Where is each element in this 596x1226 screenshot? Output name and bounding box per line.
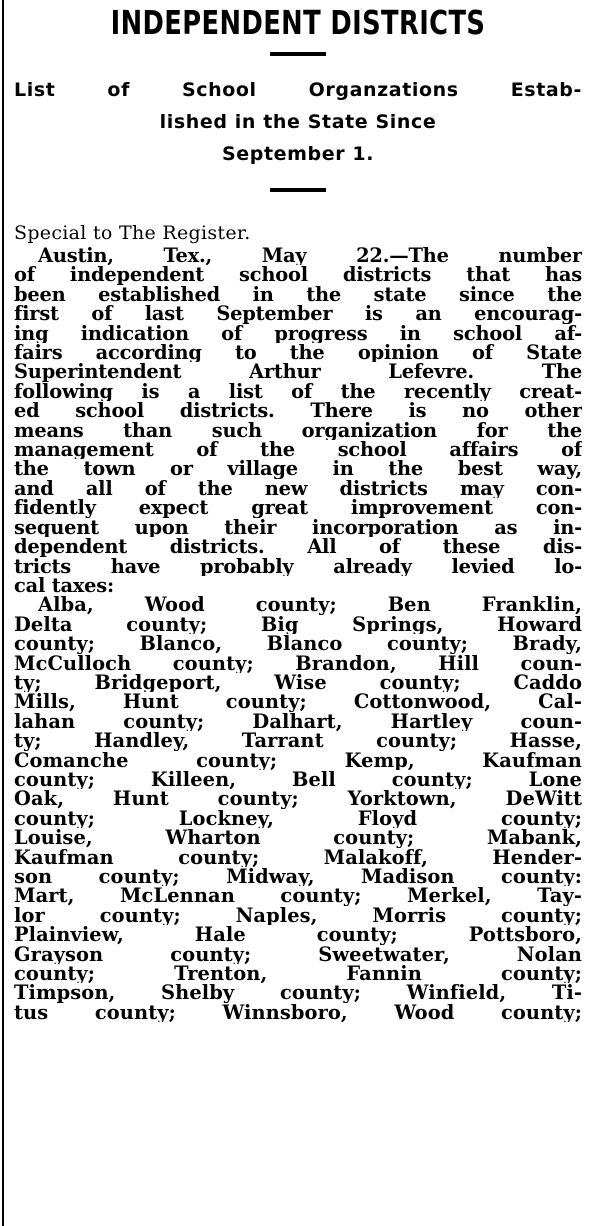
text-line: fairs according to the opinion of State — [14, 343, 582, 363]
byline: Special to The Register. — [14, 222, 251, 244]
subheadline-line: lished in the State Since — [159, 111, 437, 133]
headline: INDEPENDENT DISTRICTS — [110, 3, 486, 42]
text-line: ty; Handley, Tarrant county; Hasse, — [14, 731, 582, 751]
text-line: Mart, McLennan county; Merkel, Tay- — [14, 886, 582, 906]
district-list-paragraph — [14, 595, 582, 1022]
text-line: son county; Midway, Madison county: — [14, 867, 582, 887]
text-line: Comanche county; Kemp, Kaufman — [14, 750, 582, 770]
text-line: sequent upon their incorporation as in- — [14, 517, 582, 538]
text-line: tricts have probably already levied lo- — [14, 556, 582, 576]
text-line: ed school districts. There is no other — [14, 401, 582, 421]
headline-divider — [270, 52, 326, 56]
text-line: first of last September is an encourag- — [14, 304, 582, 324]
text-line: Kaufman county; Malakoff, Hender- — [14, 847, 582, 867]
text-line: ing indication of progress in school af- — [14, 323, 582, 344]
text-line: Oak, Hunt county; Yorktown, DeWitt — [14, 789, 582, 809]
text-line: of independent school districts that has — [14, 265, 582, 285]
subheadline-line: September 1. — [221, 143, 375, 165]
text-line: Mills, Hunt county; Cottonwood, Cal- — [14, 692, 582, 712]
subheadline-divider — [270, 188, 326, 192]
text-line: ty; Bridgeport, Wise county; Caddo — [14, 672, 582, 693]
text-line: Superintendent Arthur Lefevre. The — [14, 362, 582, 382]
text-line: McCulloch county; Brandon, Hill coun- — [14, 653, 582, 673]
article-body — [14, 246, 582, 1022]
text-line: Louise, Wharton county; Mabank, — [14, 828, 582, 848]
text-line: tus county; Winnsboro, Wood county; — [14, 1002, 582, 1023]
article-paragraph — [14, 246, 582, 595]
text-line: the town or village in the best way, — [14, 459, 582, 479]
text-line: dependent districts. All of these dis- — [14, 537, 582, 557]
text-line: county; Blanco, Blanco county; Brady, — [14, 634, 582, 654]
text-line: Austin, Tex., May 22.—The number — [38, 246, 582, 266]
text-line: county; Killeen, Bell county; Lone — [14, 769, 582, 790]
text-line: Alba, Wood county; Ben Franklin, — [38, 595, 582, 615]
text-line: been established in the state since the — [14, 284, 582, 305]
text-line: Delta county; Big Springs, Howard — [14, 614, 582, 635]
text-line: means than such organization for the — [14, 420, 582, 441]
text-line: Grayson county; Sweetwater, Nolan — [14, 944, 582, 965]
text-line: lor county; Naples, Morris county; — [14, 905, 582, 926]
text-line: fidently expect great improvement con- — [14, 498, 582, 518]
text-line: management of the school affairs of — [14, 440, 582, 460]
subheadline — [14, 74, 582, 170]
text-line: and all of the new districts may con- — [14, 478, 582, 499]
text-line: county; Lockney, Floyd county; — [14, 808, 582, 829]
subheadline-line: List of School Organzations Estab- — [14, 79, 582, 101]
text-line: following is a list of the recently creat- — [14, 381, 582, 402]
text-line: county; Trenton, Fannin county; — [14, 964, 582, 984]
text-line: Timpson, Shelby county; Winfield, Ti- — [14, 983, 582, 1003]
text-line: cal taxes: — [14, 575, 114, 596]
text-line: Plainview, Hale county; Pottsboro, — [14, 925, 582, 945]
text-line: lahan county; Dalhart, Hartley coun- — [14, 711, 582, 732]
